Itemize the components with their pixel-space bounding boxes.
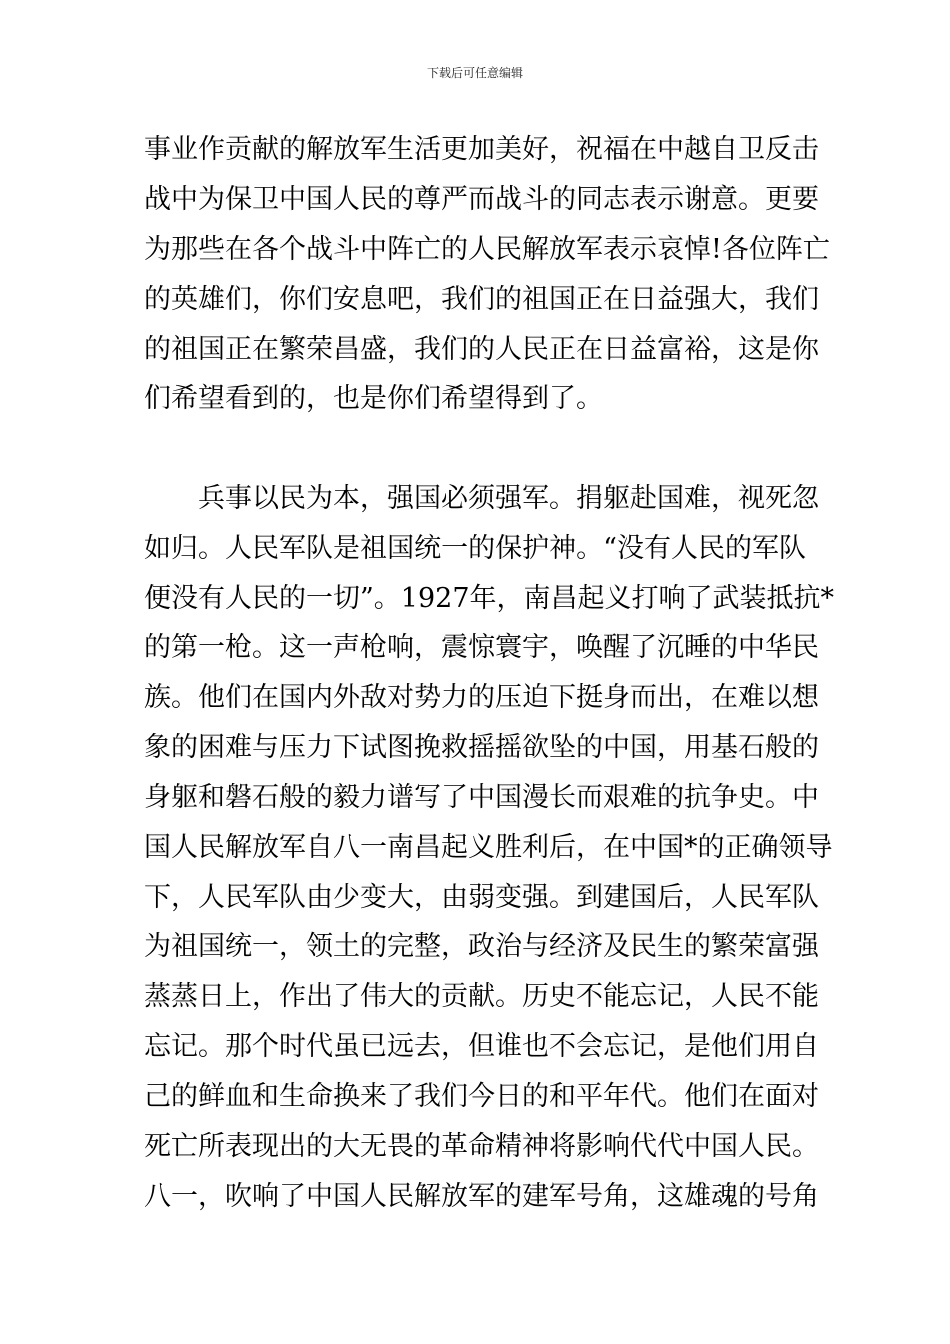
text-line: 蒸蒸日上，作出了伟大的贡献。历史不能忘记，人民不能 <box>144 981 819 1012</box>
text-line: 兵事以民为本，强国必须强军。捐躯赴国难，视死忽 <box>198 483 819 514</box>
page-header: 下载后可任意编辑 <box>426 66 523 80</box>
text-line: 为祖国统一，领土的完整，政治与经济及民生的繁荣富强 <box>144 931 819 962</box>
text-line: 象的困难与压力下试图挽救摇摇欲坠的中国，用基石般的 <box>144 732 819 763</box>
text-line: 己的鲜血和生命换来了我们今日的和平年代。他们在面对 <box>144 1081 819 1112</box>
text-line: 身躯和磐石般的毅力谱写了中国漫长而艰难的抗争史。中 <box>144 782 819 813</box>
text-line: 族。他们在国内外敌对势力的压迫下挺身而出，在难以想 <box>144 682 819 713</box>
text-line: 为那些在各个战斗中阵亡的人民解放军表示哀悼!各位阵亡 <box>144 234 830 265</box>
text-line: 的第一枪。这一声枪响，震惊寰宇，唤醒了沉睡的中华民 <box>144 632 819 663</box>
text-line: 死亡所表现出的大无畏的革命精神将影响代代中国人民。 <box>144 1131 819 1162</box>
text-line: 战中为保卫中国人民的尊严而战斗的同志表示谢意。更要 <box>144 184 819 215</box>
text-line: 的英雄们，你们安息吧，我们的祖国正在日益强大，我们 <box>144 284 819 315</box>
text-line: 忘记。那个时代虽已远去，但谁也不会忘记，是他们用自 <box>144 1031 819 1062</box>
text-line: 下，人民军队由少变大，由弱变强。到建国后，人民军队 <box>144 882 819 913</box>
text-line: 八一，吹响了中国人民解放军的建军号角，这雄魂的号角 <box>144 1181 819 1212</box>
text-line: 们希望看到的，也是你们希望得到了。 <box>144 383 603 414</box>
text-line: 国人民解放军自八一南昌起义胜利后，在中国*的正确领导 <box>144 832 833 863</box>
text-line: 事业作贡献的解放军生活更加美好，祝福在中越自卫反击 <box>144 134 819 165</box>
text-line: 如归。人民军队是祖国统一的保护神。“没有人民的军队 <box>144 533 806 564</box>
text-line: 便没有人民的一切”。1927年，南昌起义打响了武装抵抗* <box>144 583 835 614</box>
text-line: 的祖国正在繁荣昌盛，我们的人民正在日益富裕，这是你 <box>144 334 819 365</box>
